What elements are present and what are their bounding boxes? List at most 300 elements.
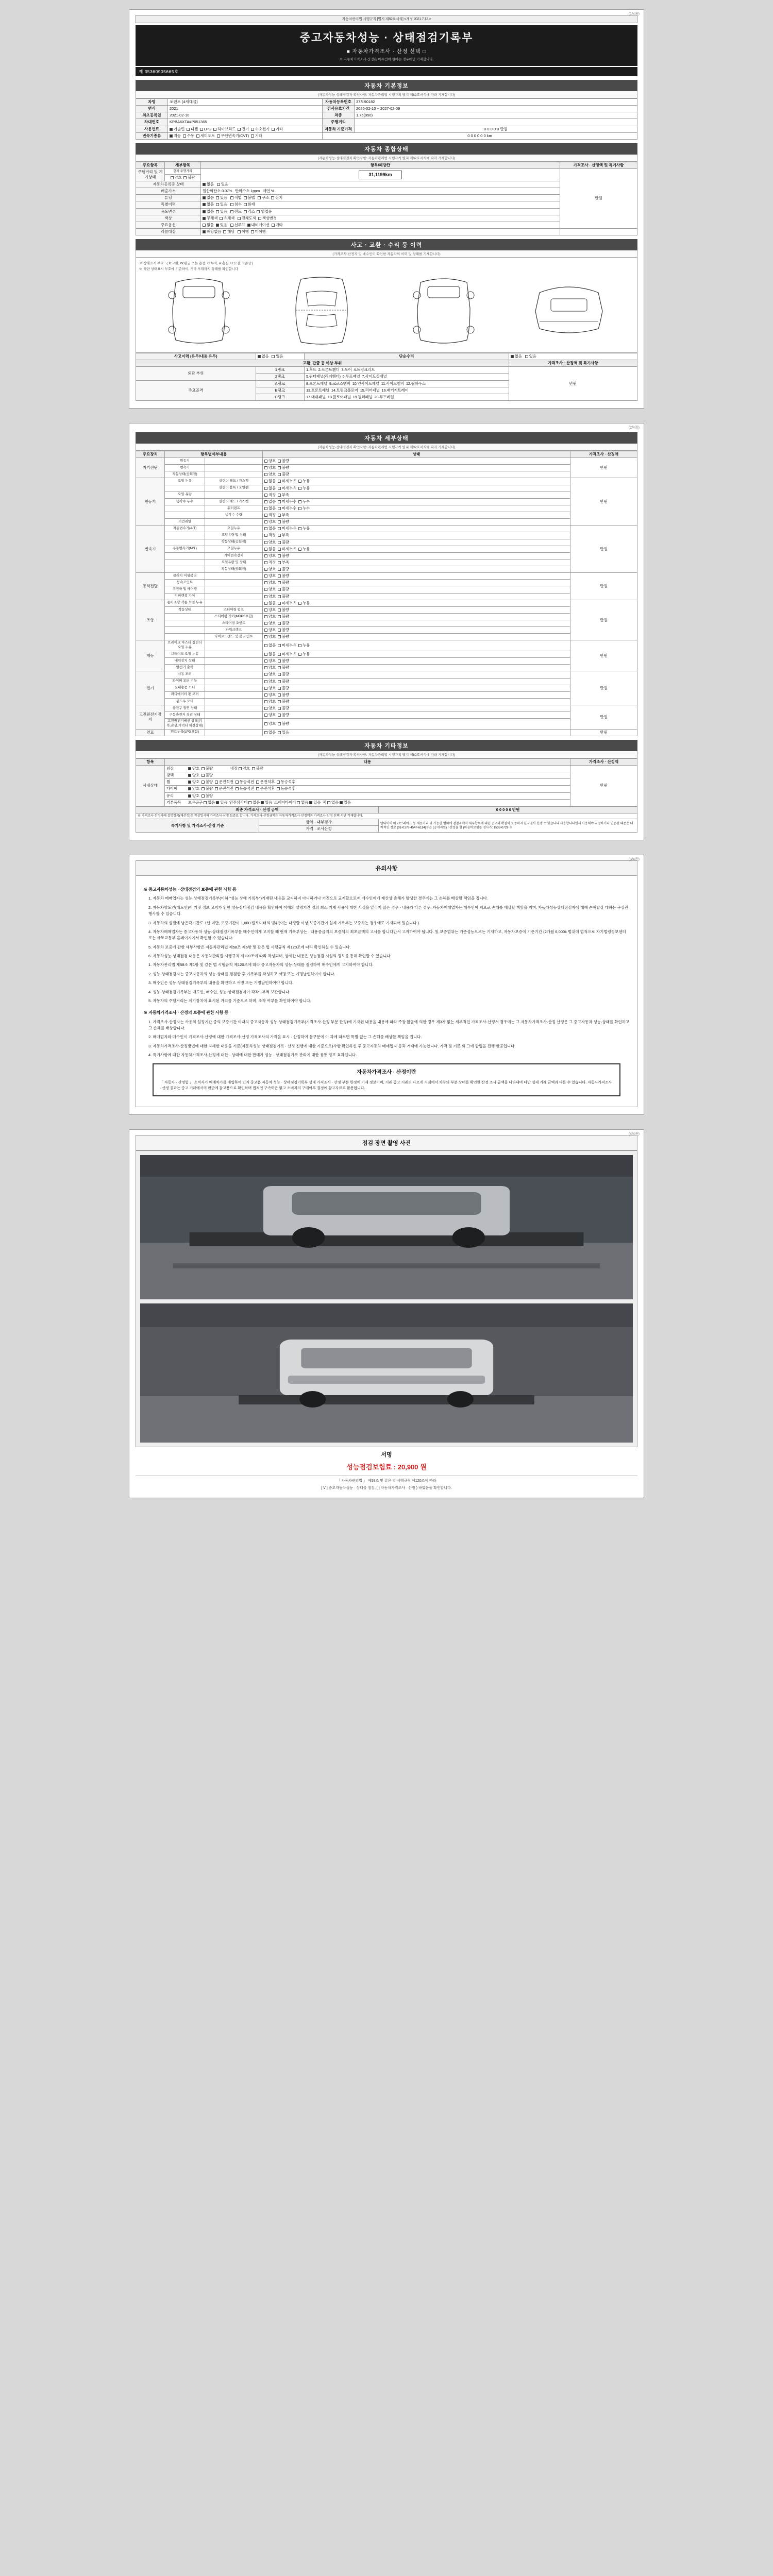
checkbox-detail-6-2-1[interactable] xyxy=(278,687,281,690)
checkbox-detail-0-1-1[interactable] xyxy=(278,466,281,469)
checkbox-detail-2-6-0[interactable] xyxy=(264,568,267,571)
overall-row-val-4[interactable] xyxy=(201,208,560,215)
parts-rankA-items[interactable] xyxy=(304,380,509,387)
checkbox-other2-3-3[interactable] xyxy=(277,787,280,790)
car-diagram-block xyxy=(136,258,637,353)
checkbox-detail-6-0-0[interactable] xyxy=(264,673,267,676)
checkbox-detail-4-4-0[interactable] xyxy=(264,629,267,632)
checkbox-detail-2-3-2[interactable] xyxy=(298,548,301,551)
checkbox-r0-b[interactable] xyxy=(217,183,220,186)
detail-item-state[interactable] xyxy=(263,593,570,600)
checkbox-detail-5-3-0[interactable] xyxy=(264,666,267,669)
detail-opt-label: 양호 xyxy=(268,699,276,704)
checkbox-detail-4-1-0[interactable] xyxy=(264,608,267,612)
checkbox-detail-6-3-1[interactable] xyxy=(278,693,281,697)
checkbox-other-2-1[interactable] xyxy=(201,781,205,784)
pc-3: 20.루프레일 xyxy=(374,394,394,399)
checkbox-detail-3-3-0[interactable] xyxy=(264,595,267,598)
checkbox-r3-d[interactable] xyxy=(244,203,247,206)
detail-item-sublabel: 작동상태(공회전) xyxy=(205,539,263,546)
table-row xyxy=(136,640,637,651)
others-row-value[interactable] xyxy=(165,792,570,799)
checkbox-r2-a[interactable] xyxy=(203,196,206,199)
detail-opt-label: 양호 xyxy=(268,679,276,684)
checkbox-other2-3-2[interactable] xyxy=(256,787,259,790)
photos-block xyxy=(136,1150,637,1447)
detail-item-state[interactable] xyxy=(263,498,570,505)
checkbox-detail-1-6-1[interactable] xyxy=(278,520,281,523)
final-price-value: 0 0 0 0 0 만원 xyxy=(379,806,637,813)
detail-item-state[interactable] xyxy=(263,627,570,634)
detail-group-label: 동력전달 xyxy=(136,573,165,600)
checkbox-basicitem-3-1[interactable] xyxy=(340,801,343,804)
table-row xyxy=(136,705,637,712)
detail-item-state[interactable] xyxy=(263,532,570,539)
checkbox-detail-2-4-0[interactable] xyxy=(264,554,267,557)
detail-item-state[interactable] xyxy=(263,698,570,705)
detail-item-state[interactable] xyxy=(263,546,570,552)
checkbox-detail-7-1-1[interactable] xyxy=(278,714,281,717)
emission-label-0: 일산화탄소 xyxy=(203,189,221,194)
checkbox-other-4-1[interactable] xyxy=(201,794,205,798)
checkbox-detail-4-0-0[interactable] xyxy=(264,602,267,605)
checkbox-r7-a[interactable] xyxy=(203,230,206,233)
checkbox-detail-4-1-1[interactable] xyxy=(278,608,281,612)
detail-item-label: 동력조향 작동 오일 누유 xyxy=(165,600,205,606)
checkbox-detail-2-6-1[interactable] xyxy=(278,568,281,571)
checkbox-trans-4[interactable] xyxy=(251,134,254,138)
checkbox-detail-4-2-1[interactable] xyxy=(278,615,281,618)
others-row-value[interactable] xyxy=(165,786,570,792)
detail-item-state[interactable] xyxy=(263,465,570,471)
checkbox-r4-e[interactable] xyxy=(257,210,260,213)
detail-col-2: 상태 xyxy=(263,451,570,457)
detail-item-label: 실내송풍 모터 xyxy=(165,685,205,691)
car-diagram-front-rear xyxy=(530,272,608,349)
checkbox-basicitem-0-1[interactable] xyxy=(216,801,219,804)
detail-item-label xyxy=(165,552,205,559)
overall-mileage-sub: 현재 주행거리 xyxy=(165,168,201,174)
others-opt2-label: 동승석전 xyxy=(239,779,254,785)
section-others-title: 자동차 기타정보 xyxy=(136,740,637,751)
checkbox-detail-5-2-0[interactable] xyxy=(264,659,267,663)
checkbox-r6-d[interactable] xyxy=(247,224,250,227)
parts-rankC-items[interactable] xyxy=(304,394,509,400)
checkbox-detail-0-2-1[interactable] xyxy=(278,473,281,476)
detail-item-sublabel xyxy=(205,519,263,526)
checkbox-detail-1-1-0[interactable] xyxy=(264,487,267,490)
detail-item-sublabel xyxy=(205,600,263,606)
checkbox-r7-c[interactable] xyxy=(238,230,241,233)
checkbox-fuel-3[interactable] xyxy=(213,128,216,131)
checkbox-detail-5-0-1[interactable] xyxy=(278,644,281,647)
checkbox-detail-1-4-0[interactable] xyxy=(264,507,267,510)
checkbox-other2-2-1[interactable] xyxy=(236,781,239,784)
overall-row-val-5[interactable] xyxy=(201,215,560,222)
detail-item-state[interactable] xyxy=(263,613,570,620)
checkbox-detail-8-0-1[interactable] xyxy=(278,731,281,734)
detail-opt-label: 양호 xyxy=(268,721,276,726)
checkbox-acc-none[interactable] xyxy=(258,355,261,358)
checkbox-r7-b[interactable] xyxy=(223,230,226,233)
detail-item-label: 변속기 xyxy=(165,465,205,471)
overall-row-val-7[interactable] xyxy=(201,228,560,235)
page-corner-tag-2: (2/4쪽) xyxy=(628,426,640,430)
checkbox-detail-5-2-1[interactable] xyxy=(278,659,281,663)
simple-repair-value[interactable] xyxy=(509,353,637,360)
checkbox-other2-3-0[interactable] xyxy=(215,787,218,790)
detail-item-state[interactable] xyxy=(263,719,570,730)
checkbox-r3-c[interactable] xyxy=(230,203,233,206)
checkbox-detail-1-2-0[interactable] xyxy=(264,494,267,497)
checkbox-detail-1-0-2[interactable] xyxy=(298,480,301,483)
checkbox-r6-c[interactable] xyxy=(230,224,233,227)
checkbox-detail-4-3-0[interactable] xyxy=(264,622,267,625)
detail-item-sublabel: 작동상태(공회전) xyxy=(205,566,263,573)
checkbox-detail-3-0-1[interactable] xyxy=(278,574,281,578)
table-row xyxy=(136,552,637,559)
checkbox-r2-b[interactable] xyxy=(216,196,219,199)
pa-4: 12.휠하우스 xyxy=(406,381,426,386)
detail-item-state[interactable] xyxy=(263,573,570,580)
checkbox-detail-7-0-1[interactable] xyxy=(278,707,281,710)
checkbox-mileage-bad[interactable] xyxy=(183,176,187,179)
table-row xyxy=(136,719,637,730)
checkbox-other2-2-0[interactable] xyxy=(215,781,218,784)
others-opt2-label: 동승석전 xyxy=(239,786,254,791)
overall-mileage-state[interactable] xyxy=(165,174,201,181)
detail-item-state[interactable] xyxy=(263,566,570,573)
detail-item-state[interactable] xyxy=(263,712,570,719)
checkbox-other2-2-2[interactable] xyxy=(256,781,259,784)
checkbox-r5-a[interactable] xyxy=(203,217,206,220)
checkbox-trans-3[interactable] xyxy=(217,134,220,138)
checkbox-detail-5-1-2[interactable] xyxy=(298,653,301,656)
detail-item-state[interactable] xyxy=(263,539,570,546)
checkbox-detail-6-1-0[interactable] xyxy=(264,680,267,683)
basic-item-opt: 있음 xyxy=(313,800,321,805)
checkbox-r2-c[interactable] xyxy=(230,196,233,199)
checkbox-r2-f[interactable] xyxy=(271,196,274,199)
detail-item-state[interactable] xyxy=(263,705,570,712)
checkbox-detail-7-1-0[interactable] xyxy=(264,714,267,717)
checkbox-detail-2-3-0[interactable] xyxy=(264,548,267,551)
table-row xyxy=(136,613,637,620)
checkbox-detail-2-1-0[interactable] xyxy=(264,534,267,537)
detail-group-label: 연료 xyxy=(136,729,165,736)
checkbox-detail-1-0-0[interactable] xyxy=(264,480,267,483)
checkbox-basicitem-1-1[interactable] xyxy=(261,801,264,804)
checkbox-detail-0-1-0[interactable] xyxy=(264,466,267,469)
r4-opt-0: 없음 xyxy=(207,209,214,214)
checkbox-basicitem-1-0[interactable] xyxy=(248,801,251,804)
detail-group-price: 만원 xyxy=(570,573,637,600)
checkbox-detail-8-0-0[interactable] xyxy=(264,731,267,734)
fuel-options[interactable] xyxy=(168,126,323,132)
r7-opt2-0: 이행 xyxy=(241,229,249,234)
detail-item-state[interactable] xyxy=(263,600,570,606)
checkbox-detail-1-5-1[interactable] xyxy=(278,514,281,517)
checkbox-r7-d[interactable] xyxy=(251,230,254,233)
detail-item-state[interactable] xyxy=(263,691,570,698)
notice-para-5: 6. 자동차성능·상태점검 내용은 자동차관리법 시행규칙 제120조에 따라 작성되며, 상세한 내용은 성능점검 시설의 정보를 통해 확인할 수 있습니다. xyxy=(148,954,392,959)
detail-item-state[interactable] xyxy=(263,505,570,512)
parts-rank2-items[interactable] xyxy=(304,374,509,380)
detail-item-label: 충전구 절연 상태 xyxy=(165,705,205,712)
value-inspection: 2026-02-10 ~ 2027-02-09 xyxy=(355,106,637,112)
detail-item-label: 윈도우 모터 xyxy=(165,698,205,705)
overall-row-val-0[interactable] xyxy=(201,181,560,188)
checkbox-r0-a[interactable] xyxy=(203,183,206,186)
detail-item-state[interactable] xyxy=(263,492,570,498)
checkbox-detail-4-3-1[interactable] xyxy=(278,622,281,625)
checkbox-detail-0-0-0[interactable] xyxy=(264,460,267,463)
table-row xyxy=(136,519,637,526)
checkbox-detail-5-1-0[interactable] xyxy=(264,653,267,656)
checkbox-detail-1-3-0[interactable] xyxy=(264,500,267,503)
detail-item-state[interactable] xyxy=(263,519,570,526)
checkbox-other-1-1[interactable] xyxy=(201,774,205,777)
checkbox-trans-1[interactable] xyxy=(183,134,186,138)
checkbox-detail-1-4-1[interactable] xyxy=(278,507,281,510)
checkbox-detail-4-5-1[interactable] xyxy=(278,635,281,638)
checkbox-detail-2-0-1[interactable] xyxy=(278,527,281,530)
checkbox-detail-5-0-0[interactable] xyxy=(264,644,267,647)
checkbox-fuel-0[interactable] xyxy=(170,128,173,131)
checkbox-detail-4-0-1[interactable] xyxy=(278,602,281,605)
checkbox-detail-6-0-1[interactable] xyxy=(278,673,281,676)
table-row xyxy=(136,786,637,792)
detail-item-state[interactable] xyxy=(263,634,570,640)
checkbox-trans-2[interactable] xyxy=(196,134,199,138)
detail-item-state[interactable] xyxy=(263,580,570,586)
checkbox-r6-e[interactable] xyxy=(272,224,275,227)
detail-item-state[interactable] xyxy=(263,729,570,736)
detail-opt-label: 불량 xyxy=(281,519,289,524)
checkbox-other-0-1[interactable] xyxy=(201,767,205,770)
row-label-carname: 차명 xyxy=(136,99,168,106)
checkbox-r2-d[interactable] xyxy=(244,196,247,199)
checkbox-detail-6-2-0[interactable] xyxy=(264,687,267,690)
detail-opt-label: 없음 xyxy=(268,730,276,735)
checkbox-detail-1-6-0[interactable] xyxy=(264,520,267,523)
checkbox-fuel-6[interactable] xyxy=(272,128,275,131)
checkbox-detail-1-1-1[interactable] xyxy=(278,487,281,490)
detail-opt-label: 양호 xyxy=(268,692,276,697)
checkbox-fuel-5[interactable] xyxy=(251,128,254,131)
detail-opt-label: 없음 xyxy=(268,485,276,490)
transmission-options[interactable] xyxy=(168,132,323,139)
checkbox-other-4-0[interactable] xyxy=(188,794,191,798)
checkbox-detail-6-4-1[interactable] xyxy=(278,700,281,703)
checkbox-basicitem-2-1[interactable] xyxy=(309,801,312,804)
checkbox-r4-d[interactable] xyxy=(244,210,247,213)
checkbox-detail-3-1-1[interactable] xyxy=(278,581,281,584)
checkbox-detail-2-0-0[interactable] xyxy=(264,527,267,530)
checkbox-other2-2-3[interactable] xyxy=(277,781,280,784)
others-row-value[interactable] xyxy=(165,772,570,779)
checkbox-detail-6-4-0[interactable] xyxy=(264,700,267,703)
checkbox-detail-2-1-1[interactable] xyxy=(278,534,281,537)
checkbox-basicitem-2-0[interactable] xyxy=(297,801,300,804)
accident-history-value[interactable] xyxy=(256,353,304,360)
checkbox-basicitem-0-0[interactable] xyxy=(204,801,207,804)
checkbox-r6-b[interactable] xyxy=(216,224,219,227)
checkbox-detail-1-4-2[interactable] xyxy=(298,507,301,510)
checkbox-r5-b[interactable] xyxy=(220,217,223,220)
checkbox-other-1-0[interactable] xyxy=(188,774,191,777)
detail-opt-label: 없음 xyxy=(268,600,276,605)
overall-row-val-2[interactable] xyxy=(201,195,560,201)
checkbox-detail-4-4-1[interactable] xyxy=(278,629,281,632)
checkbox-other2-0-1[interactable] xyxy=(252,767,255,770)
checkbox-other2-3-1[interactable] xyxy=(236,787,239,790)
detail-opt-label: 적정 xyxy=(268,560,276,565)
checkbox-trans-0[interactable] xyxy=(170,134,173,138)
checkbox-other-2-0[interactable] xyxy=(188,781,191,784)
detail-item-state[interactable] xyxy=(263,685,570,691)
checkbox-detail-3-2-1[interactable] xyxy=(278,588,281,591)
detail-item-state[interactable] xyxy=(263,658,570,665)
detail-item-state[interactable] xyxy=(263,640,570,651)
checkbox-detail-0-2-0[interactable] xyxy=(264,473,267,476)
checkbox-fuel-1[interactable] xyxy=(187,128,190,131)
detail-item-state[interactable] xyxy=(263,559,570,566)
checkbox-basicitem-3-0[interactable] xyxy=(327,801,330,804)
checkbox-r4-c[interactable] xyxy=(230,210,233,213)
overall-row-mileage-label: 주행거리 및 계기상태 xyxy=(136,168,165,181)
checkbox-detail-7-2-0[interactable] xyxy=(264,722,267,725)
checkbox-detail-4-5-0[interactable] xyxy=(264,635,267,638)
checkbox-other-3-0[interactable] xyxy=(188,787,191,790)
checkbox-rep-yes[interactable] xyxy=(525,355,528,358)
others-opt-label: 불량 xyxy=(205,786,213,791)
detail-opt-label: 불량 xyxy=(281,672,289,677)
detail-item-state[interactable] xyxy=(263,552,570,559)
detail-group-label: 변속기 xyxy=(136,526,165,573)
checkbox-detail-1-2-1[interactable] xyxy=(278,494,281,497)
checkbox-detail-4-0-2[interactable] xyxy=(298,602,301,605)
checkbox-r3-a[interactable] xyxy=(203,203,206,206)
basic-item-opt: 있음 xyxy=(343,800,351,805)
detail-opt-label: 불량 xyxy=(281,713,289,718)
checkbox-acc-yes[interactable] xyxy=(272,355,275,358)
parts-rank1-items[interactable] xyxy=(304,367,509,374)
basic-items-row[interactable] xyxy=(165,799,570,806)
detail-item-state[interactable] xyxy=(263,526,570,532)
checkbox-r6-a[interactable] xyxy=(203,224,206,227)
checkbox-other-3-1[interactable] xyxy=(201,787,205,790)
checkbox-detail-2-2-1[interactable] xyxy=(278,541,281,544)
checkbox-detail-5-3-1[interactable] xyxy=(278,666,281,669)
checkbox-detail-1-1-2[interactable] xyxy=(298,487,301,490)
checkbox-detail-2-5-0[interactable] xyxy=(264,561,267,564)
checkbox-detail-3-0-0[interactable] xyxy=(264,574,267,578)
checkbox-r5-d[interactable] xyxy=(258,217,261,220)
detail-item-state[interactable] xyxy=(263,620,570,627)
checkbox-detail-1-5-0[interactable] xyxy=(264,514,267,517)
detail-group-label: 고전원전기장치 xyxy=(136,705,165,730)
detail-item-state[interactable] xyxy=(263,512,570,519)
detail-item-state[interactable] xyxy=(263,651,570,658)
detail-opt-label: 누유 xyxy=(302,526,310,531)
overall-row-val-3[interactable] xyxy=(201,201,560,208)
detail-item-label: 브레이크 마스터 실린더오일 누유 xyxy=(165,640,205,651)
checkbox-fuel-2[interactable] xyxy=(200,128,203,131)
checkbox-detail-7-2-1[interactable] xyxy=(278,722,281,725)
detail-col-1: 항목별세부내용 xyxy=(165,451,263,457)
detail-item-state[interactable] xyxy=(263,458,570,465)
checkbox-r4-b[interactable] xyxy=(216,210,219,213)
detail-item-state[interactable] xyxy=(263,471,570,478)
checkbox-detail-1-3-1[interactable] xyxy=(278,500,281,503)
checkbox-detail-3-1-0[interactable] xyxy=(264,581,267,584)
overall-row-val-1 xyxy=(201,188,560,195)
checkbox-detail-6-1-1[interactable] xyxy=(278,680,281,683)
detail-item-state[interactable] xyxy=(263,586,570,593)
others-row-value[interactable] xyxy=(165,779,570,786)
r6-opt2-0: 선루프 xyxy=(234,222,245,227)
basic-items-label: 기본품목 xyxy=(166,800,181,805)
detail-opt-label: 불량 xyxy=(281,607,289,612)
checkbox-detail-2-3-1[interactable] xyxy=(278,548,281,551)
overall-row-val-6[interactable] xyxy=(201,222,560,228)
detail-opt-label: 불량 xyxy=(281,692,289,697)
checkbox-detail-1-0-1[interactable] xyxy=(278,480,281,483)
detail-opt-label: 미세누유 xyxy=(281,479,297,484)
checkbox-detail-2-2-0[interactable] xyxy=(264,541,267,544)
table-row xyxy=(136,600,637,606)
table-row xyxy=(136,772,637,779)
checkbox-detail-1-3-2[interactable] xyxy=(298,500,301,503)
checkbox-detail-5-0-2[interactable] xyxy=(298,644,301,647)
detail-item-state[interactable] xyxy=(263,671,570,678)
parts-rankB-items[interactable] xyxy=(304,387,509,394)
checkbox-fuel-4[interactable] xyxy=(238,128,241,131)
checkbox-detail-0-0-1[interactable] xyxy=(278,460,281,463)
pa-1: 9.크로스멤버 xyxy=(329,381,350,386)
checkbox-detail-7-0-0[interactable] xyxy=(264,707,267,710)
detail-item-label: 추진축 및 베어링 xyxy=(165,586,205,593)
others-col-2: 가격조사 · 산정액 xyxy=(570,758,637,765)
detail-item-state[interactable] xyxy=(263,485,570,492)
checkbox-r5-c[interactable] xyxy=(238,217,241,220)
checkbox-other2-0-0[interactable] xyxy=(239,767,242,770)
checkbox-detail-3-3-1[interactable] xyxy=(278,595,281,598)
checkbox-r4-a[interactable] xyxy=(203,210,206,213)
detail-item-state[interactable] xyxy=(263,665,570,671)
checkbox-detail-2-0-2[interactable] xyxy=(298,527,301,530)
form-legal-notice: 자동차관리법 시행규칙 [별지 제82호서식] <개정 2021.7.13.> xyxy=(136,15,637,23)
checkbox-detail-6-3-0[interactable] xyxy=(264,693,267,697)
checkbox-detail-5-1-1[interactable] xyxy=(278,653,281,656)
detail-item-state[interactable] xyxy=(263,478,570,485)
detail-opt-label: 미세누유 xyxy=(281,652,297,656)
checkbox-r3-b[interactable] xyxy=(216,203,219,206)
checkbox-detail-3-2-0[interactable] xyxy=(264,588,267,591)
detail-item-state[interactable] xyxy=(263,678,570,685)
detail-item-state[interactable] xyxy=(263,606,570,613)
checkbox-detail-2-5-1[interactable] xyxy=(278,561,281,564)
checkbox-detail-2-4-1[interactable] xyxy=(278,554,281,557)
checkbox-mileage-good[interactable] xyxy=(171,176,174,179)
checkbox-rep-none[interactable] xyxy=(511,355,514,358)
checkbox-detail-4-2-0[interactable] xyxy=(264,615,267,618)
others-row-value[interactable] xyxy=(165,766,570,772)
checkbox-r2-e[interactable] xyxy=(258,196,261,199)
detail-opt-label: 양호 xyxy=(268,634,276,639)
checkbox-other-0-0[interactable] xyxy=(188,767,191,770)
